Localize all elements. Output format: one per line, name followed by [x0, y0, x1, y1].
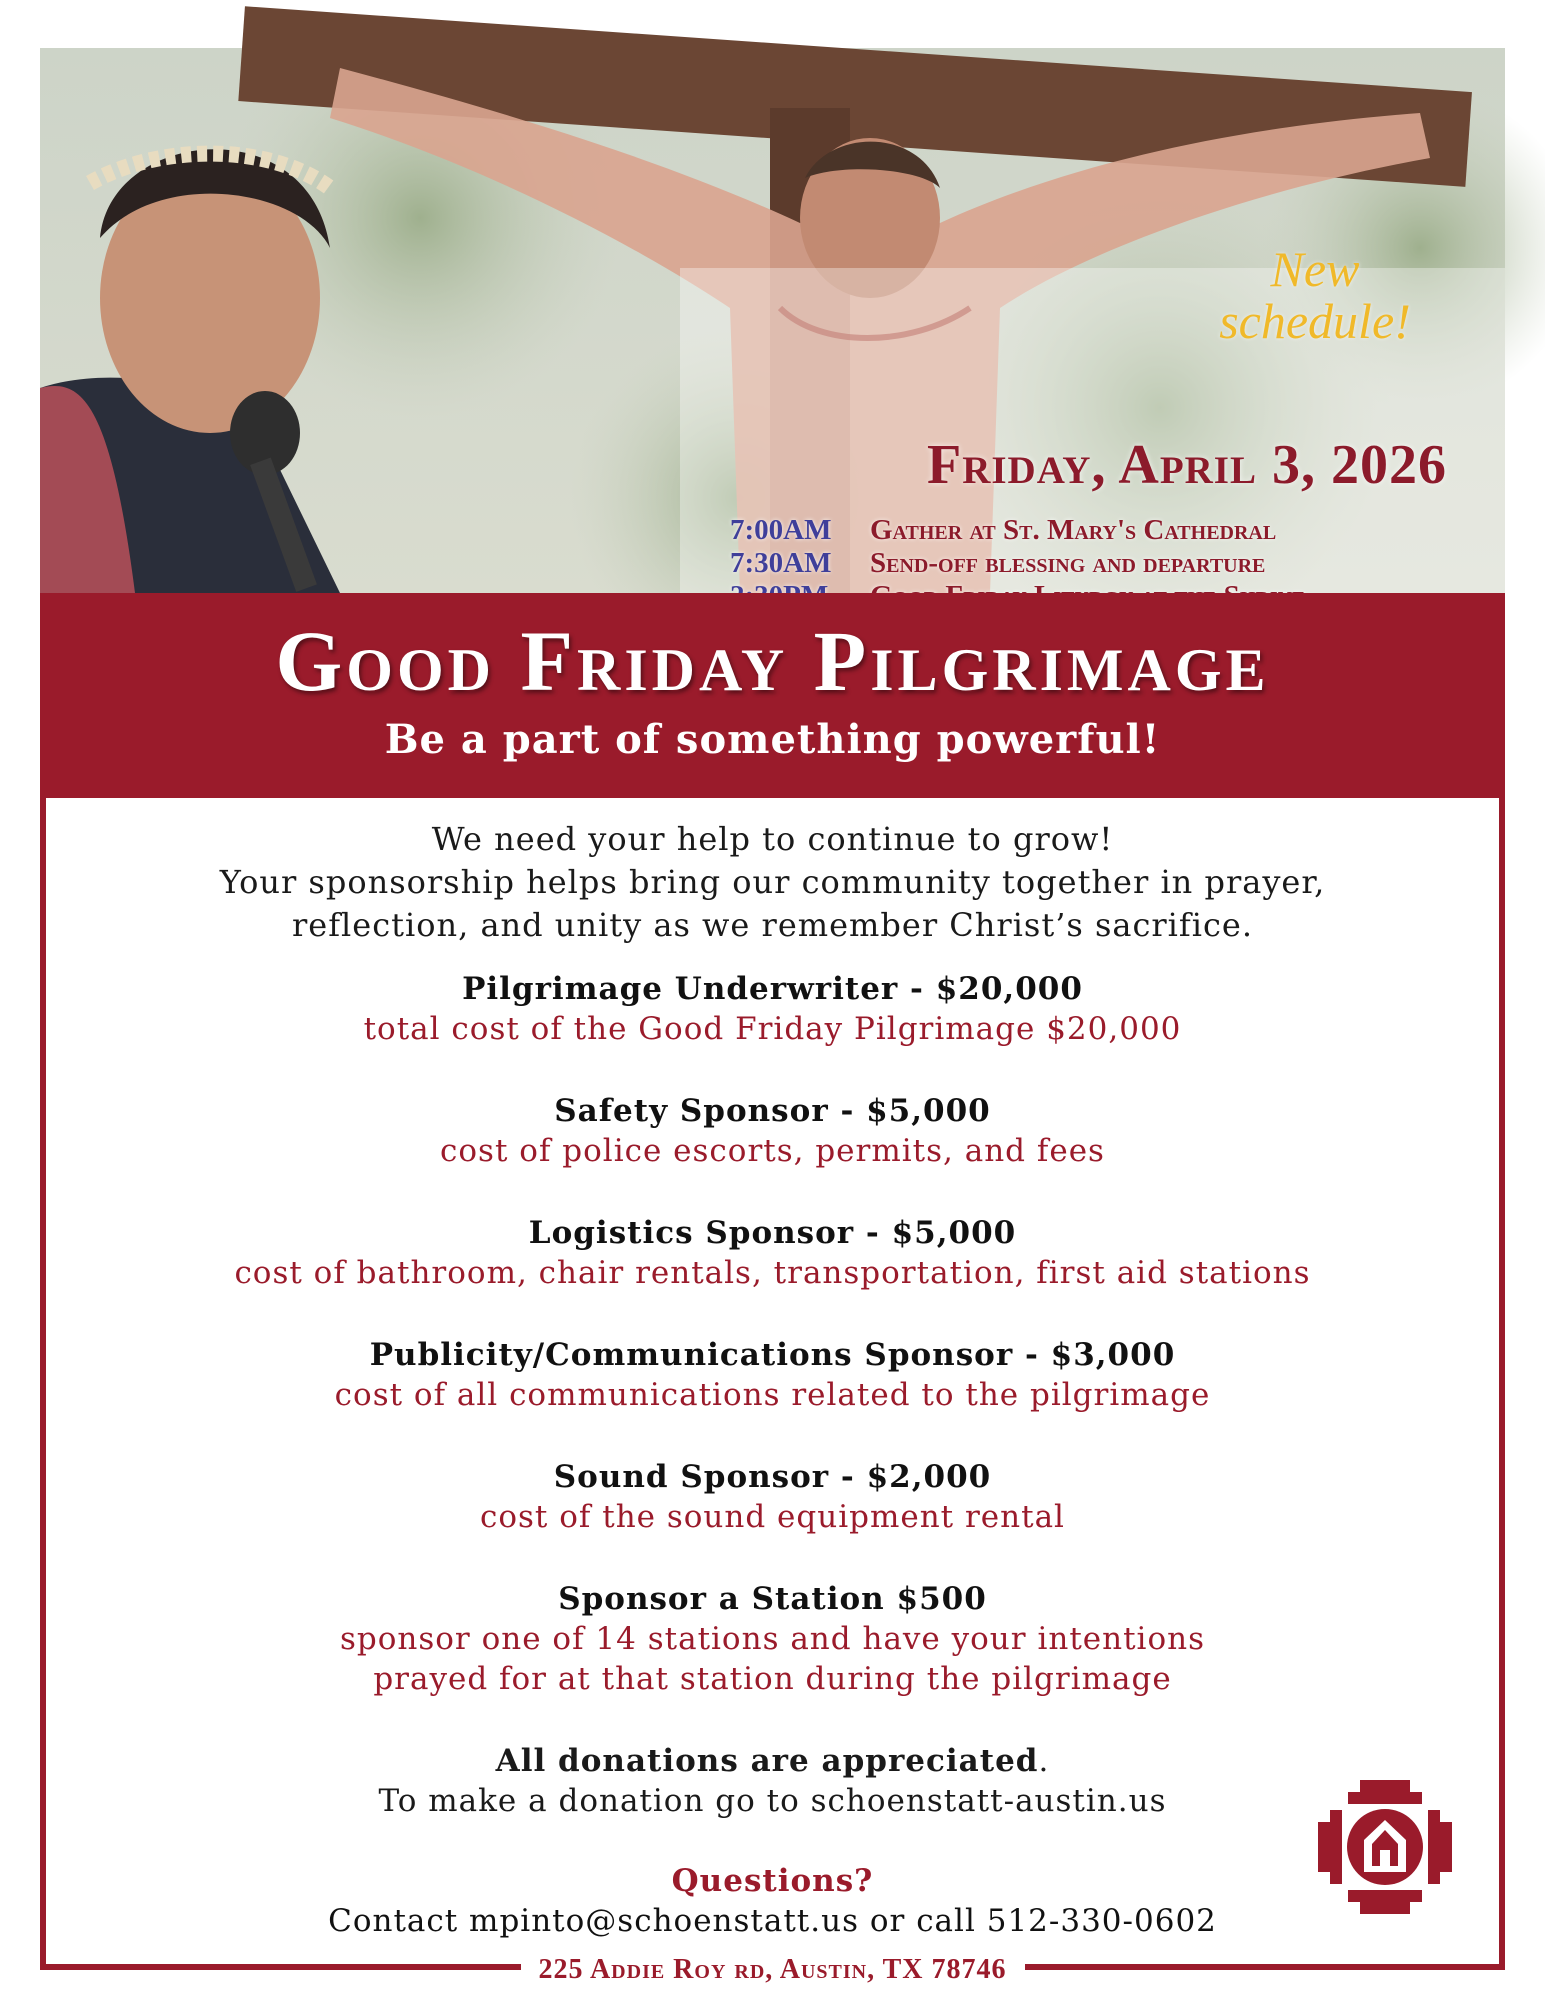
tier-desc: cost of police escorts, permits, and fees: [440, 1133, 1105, 1169]
intro-line: Your sponsorship helps bring our community together in prayer,: [219, 863, 1326, 901]
sponsor-tier: [60, 1213, 1485, 1293]
sponsor-tier: [60, 969, 1485, 1049]
tier-desc: cost of all communications related to the pilgrimage: [334, 1377, 1211, 1413]
schedule-time: 7:30AM: [730, 547, 832, 579]
page-title: Good Friday Pilgrimage: [275, 613, 1270, 709]
tier-title: Sound Sponsor - $2,000: [553, 1459, 992, 1495]
sponsor-tier: [60, 1457, 1485, 1537]
questions-title: Questions?: [671, 1863, 874, 1899]
hero-photo: [40, 48, 1505, 593]
title-banner: [40, 593, 1505, 798]
schoenstatt-logo-icon: [1310, 1772, 1460, 1922]
new-schedule-line2: schedule!: [1219, 293, 1411, 349]
schedule-row: [730, 547, 1510, 580]
tier-desc: cost of the sound equipment rental: [480, 1499, 1065, 1535]
sponsor-tier: [60, 1091, 1485, 1171]
footer-address: 225 Addie Roy rd, Austin, TX 78746: [521, 1954, 1025, 1986]
donations-line: [60, 1741, 1485, 1781]
new-schedule-callout: [1185, 243, 1445, 347]
intro-line: reflection, and unity as we remember Christ’s sacrifice.: [291, 906, 1254, 944]
donations-bold: All donations are appreciated: [495, 1743, 1039, 1779]
main-content: [60, 808, 1485, 1941]
intro-text: [60, 818, 1485, 947]
tier-title: Publicity/Communications Sponsor - $3,000: [369, 1337, 1176, 1373]
donations-note: [60, 1741, 1485, 1821]
tier-desc: cost of bathroom, chair rentals, transportation, first aid stations: [234, 1255, 1311, 1291]
questions-section: [60, 1861, 1485, 1941]
tier-title: Sponsor a Station $500: [558, 1581, 987, 1617]
tier-desc: total cost of the Good Friday Pilgrimage $20,000: [363, 1011, 1182, 1047]
schedule-time: 7:00AM: [730, 514, 832, 546]
tier-title: Pilgrimage Underwriter - $20,000: [462, 971, 1083, 1007]
contact-line[interactable]: Contact mpinto@schoenstatt.us or call 512-330-0602: [328, 1903, 1217, 1939]
donations-period: .: [1038, 1743, 1050, 1779]
schedule-row: [730, 514, 1510, 547]
tier-desc: sponsor one of 14 stations and have your intentions: [339, 1621, 1206, 1657]
tier-title: Safety Sponsor - $5,000: [554, 1093, 991, 1129]
event-date: Friday, April 3, 2026: [927, 434, 1447, 496]
sponsor-tier: [60, 1579, 1485, 1699]
tier-title: Logistics Sponsor - $5,000: [528, 1215, 1017, 1251]
tier-desc: prayed for at that station during the pilgrimage: [373, 1661, 1172, 1697]
intro-line: We need your help to continue to grow!: [431, 820, 1114, 858]
schedule-desc: Gather at St. Mary's Cathedral: [870, 514, 1277, 546]
sponsor-tier: [60, 1335, 1485, 1415]
page-subtitle: Be a part of something powerful!: [384, 716, 1161, 763]
new-schedule-line1: New: [1270, 241, 1360, 297]
schedule-desc: Send-off blessing and departure: [870, 547, 1266, 579]
donation-link-text[interactable]: To make a donation go to schoenstatt-austin.us: [378, 1783, 1167, 1819]
